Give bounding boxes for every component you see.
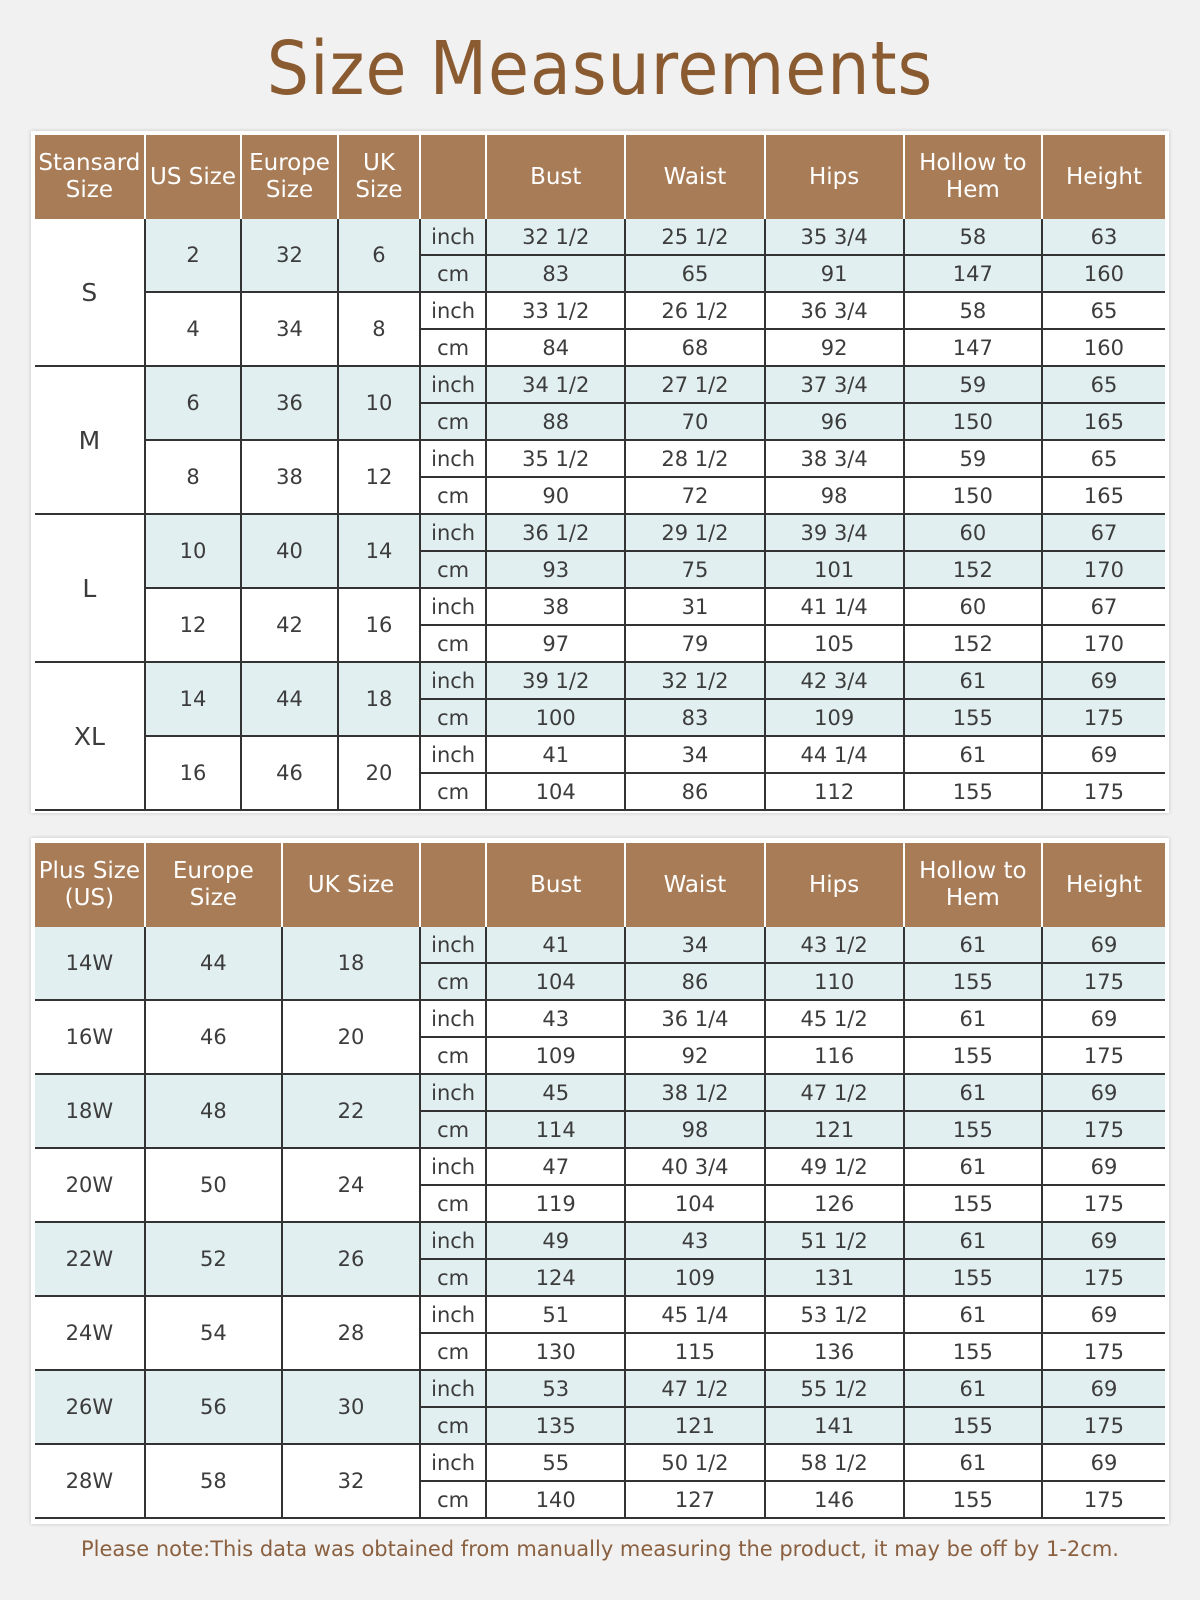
table-row — [35, 662, 1165, 699]
measurement-cell: 83 — [486, 255, 625, 292]
measurement-cell: 33 1/2 — [486, 292, 625, 329]
plus-size-cell: 18W — [35, 1074, 145, 1148]
column-header: Europe Size — [145, 843, 282, 927]
table-row — [35, 514, 1165, 551]
table-row — [35, 927, 1165, 963]
unit-cell: cm — [420, 255, 486, 292]
measurement-cell: 155 — [904, 1259, 1042, 1296]
measurement-cell: 98 — [625, 1111, 764, 1148]
measurement-cell: 58 — [904, 219, 1042, 255]
measurement-cell: 60 — [904, 514, 1042, 551]
column-header: UK Size — [338, 135, 420, 219]
unit-cell: cm — [420, 1037, 486, 1074]
measurement-cell: 97 — [486, 625, 625, 662]
measurement-cell: 38 1/2 — [625, 1074, 764, 1111]
unit-cell: inch — [420, 1148, 486, 1185]
measurement-cell: 69 — [1042, 1222, 1165, 1259]
column-header: Plus Size (US) — [35, 843, 145, 927]
measurement-cell: 47 1/2 — [765, 1074, 904, 1111]
measurement-cell: 69 — [1042, 1074, 1165, 1111]
column-header: UK Size — [282, 843, 420, 927]
table-row — [35, 292, 1165, 329]
eu-size-cell: 50 — [145, 1148, 282, 1222]
measurement-cell: 67 — [1042, 514, 1165, 551]
measurement-cell: 32 1/2 — [486, 219, 625, 255]
measurement-cell: 59 — [904, 366, 1042, 403]
column-header: Hips — [765, 135, 904, 219]
measurement-cell: 160 — [1042, 255, 1165, 292]
measurement-cell: 114 — [486, 1111, 625, 1148]
unit-cell: inch — [420, 1370, 486, 1407]
standard-size-cell: S — [35, 219, 145, 366]
measurement-cell: 61 — [904, 1370, 1042, 1407]
us-size-cell: 14 — [145, 662, 242, 736]
plus-size-cell: 22W — [35, 1222, 145, 1296]
uk-size-cell: 14 — [338, 514, 420, 588]
unit-cell: cm — [420, 699, 486, 736]
measurement-cell: 49 — [486, 1222, 625, 1259]
measurement-cell: 35 1/2 — [486, 440, 625, 477]
unit-cell: cm — [420, 1481, 486, 1518]
table-row — [35, 1222, 1165, 1259]
measurement-cell: 86 — [625, 963, 764, 1000]
eu-size-cell: 58 — [145, 1444, 282, 1518]
measurement-cell: 155 — [904, 1037, 1042, 1074]
measurement-cell: 155 — [904, 963, 1042, 1000]
measurement-cell: 36 1/2 — [486, 514, 625, 551]
measurement-cell: 175 — [1042, 1481, 1165, 1518]
unit-cell: inch — [420, 366, 486, 403]
unit-cell: cm — [420, 329, 486, 366]
unit-cell: inch — [420, 1074, 486, 1111]
table-row — [35, 588, 1165, 625]
measurement-cell: 175 — [1042, 1333, 1165, 1370]
measurement-cell: 61 — [904, 1148, 1042, 1185]
measurement-cell: 72 — [625, 477, 764, 514]
uk-size-cell: 24 — [282, 1148, 420, 1222]
measurement-cell: 135 — [486, 1407, 625, 1444]
measurement-cell: 175 — [1042, 699, 1165, 736]
uk-size-cell: 18 — [282, 927, 420, 1000]
eu-size-cell: 34 — [241, 292, 338, 366]
measurement-cell: 60 — [904, 588, 1042, 625]
table-row — [35, 736, 1165, 773]
measurement-cell: 130 — [486, 1333, 625, 1370]
unit-cell: inch — [420, 440, 486, 477]
unit-cell: cm — [420, 1185, 486, 1222]
measurement-cell: 70 — [625, 403, 764, 440]
unit-cell: inch — [420, 736, 486, 773]
measurement-cell: 90 — [486, 477, 625, 514]
unit-cell: cm — [420, 1111, 486, 1148]
measurement-cell: 141 — [765, 1407, 904, 1444]
measurement-cell: 79 — [625, 625, 764, 662]
measurement-cell: 61 — [904, 1222, 1042, 1259]
us-size-cell: 10 — [145, 514, 242, 588]
measurement-cell: 58 1/2 — [765, 1444, 904, 1481]
us-size-cell: 6 — [145, 366, 242, 440]
measurement-cell: 45 — [486, 1074, 625, 1111]
unit-cell: cm — [420, 625, 486, 662]
measurement-cell: 67 — [1042, 588, 1165, 625]
standard-size-cell: L — [35, 514, 145, 662]
measurement-cell: 61 — [904, 1444, 1042, 1481]
plus-size-cell: 28W — [35, 1444, 145, 1518]
us-size-cell: 16 — [145, 736, 242, 810]
eu-size-cell: 40 — [241, 514, 338, 588]
unit-cell: inch — [420, 1000, 486, 1037]
uk-size-cell: 20 — [338, 736, 420, 810]
measurement-cell: 65 — [1042, 366, 1165, 403]
measurement-cell: 136 — [765, 1333, 904, 1370]
eu-size-cell: 56 — [145, 1370, 282, 1444]
measurement-cell: 175 — [1042, 1111, 1165, 1148]
measurement-cell: 175 — [1042, 1037, 1165, 1074]
unit-cell: cm — [420, 773, 486, 810]
measurement-cell: 75 — [625, 551, 764, 588]
uk-size-cell: 6 — [338, 219, 420, 292]
us-size-cell: 8 — [145, 440, 242, 514]
measurement-cell: 83 — [625, 699, 764, 736]
measurement-cell: 155 — [904, 1333, 1042, 1370]
column-header: Stansard Size — [35, 135, 145, 219]
measurement-cell: 115 — [625, 1333, 764, 1370]
measurement-cell: 92 — [765, 329, 904, 366]
column-header: Height — [1042, 135, 1165, 219]
measurement-cell: 147 — [904, 255, 1042, 292]
measurement-cell: 53 1/2 — [765, 1296, 904, 1333]
measurement-cell: 65 — [1042, 440, 1165, 477]
measurement-cell: 69 — [1042, 1148, 1165, 1185]
measurement-cell: 69 — [1042, 1000, 1165, 1037]
column-header: Bust — [486, 843, 625, 927]
unit-cell: inch — [420, 1296, 486, 1333]
table-row — [35, 1000, 1165, 1037]
column-header: Waist — [625, 843, 764, 927]
measurement-cell: 110 — [765, 963, 904, 1000]
measurement-cell: 32 1/2 — [625, 662, 764, 699]
column-header — [420, 843, 486, 927]
measurement-cell: 91 — [765, 255, 904, 292]
unit-cell: inch — [420, 662, 486, 699]
plus-size-cell: 14W — [35, 927, 145, 1000]
measurement-cell: 69 — [1042, 662, 1165, 699]
unit-cell: inch — [420, 292, 486, 329]
measurement-cell: 155 — [904, 1407, 1042, 1444]
uk-size-cell: 22 — [282, 1074, 420, 1148]
measurement-cell: 69 — [1042, 736, 1165, 773]
measurement-cell: 61 — [904, 1000, 1042, 1037]
standard-size-table — [35, 135, 1165, 811]
measurement-cell: 131 — [765, 1259, 904, 1296]
measurement-cell: 41 — [486, 736, 625, 773]
measurement-cell: 175 — [1042, 773, 1165, 810]
eu-size-cell: 54 — [145, 1296, 282, 1370]
measurement-cell: 104 — [486, 963, 625, 1000]
measurement-cell: 44 1/4 — [765, 736, 904, 773]
uk-size-cell: 10 — [338, 366, 420, 440]
table-row — [35, 440, 1165, 477]
measurement-cell: 175 — [1042, 1407, 1165, 1444]
measurement-cell: 146 — [765, 1481, 904, 1518]
measurement-cell: 175 — [1042, 1259, 1165, 1296]
column-header: Europe Size — [241, 135, 338, 219]
unit-cell: inch — [420, 927, 486, 963]
measurement-cell: 68 — [625, 329, 764, 366]
measurement-cell: 105 — [765, 625, 904, 662]
measurement-cell: 160 — [1042, 329, 1165, 366]
measurement-cell: 50 1/2 — [625, 1444, 764, 1481]
measurement-cell: 36 1/4 — [625, 1000, 764, 1037]
measurement-cell: 165 — [1042, 403, 1165, 440]
measurement-cell: 88 — [486, 403, 625, 440]
measurement-cell: 69 — [1042, 1296, 1165, 1333]
measurement-cell: 55 — [486, 1444, 625, 1481]
measurement-cell: 51 1/2 — [765, 1222, 904, 1259]
measurement-cell: 38 — [486, 588, 625, 625]
column-header: Waist — [625, 135, 764, 219]
measurement-cell: 155 — [904, 1111, 1042, 1148]
measurement-cell: 49 1/2 — [765, 1148, 904, 1185]
unit-cell: cm — [420, 477, 486, 514]
measurement-cell: 175 — [1042, 963, 1165, 1000]
uk-size-cell: 26 — [282, 1222, 420, 1296]
uk-size-cell: 12 — [338, 440, 420, 514]
measurement-cell: 53 — [486, 1370, 625, 1407]
measurement-cell: 34 — [625, 927, 764, 963]
plus-size-table — [35, 843, 1165, 1519]
standard-size-cell: M — [35, 366, 145, 514]
eu-size-cell: 32 — [241, 219, 338, 292]
measurement-cell: 150 — [904, 477, 1042, 514]
measurement-cell: 43 — [486, 1000, 625, 1037]
measurement-cell: 47 1/2 — [625, 1370, 764, 1407]
unit-cell: cm — [420, 1407, 486, 1444]
measurement-cell: 127 — [625, 1481, 764, 1518]
plus-size-cell: 20W — [35, 1148, 145, 1222]
measurement-cell: 41 1/4 — [765, 588, 904, 625]
measurement-cell: 104 — [486, 773, 625, 810]
eu-size-cell: 48 — [145, 1074, 282, 1148]
table-header-row — [35, 843, 1165, 927]
measurement-cell: 92 — [625, 1037, 764, 1074]
measurement-cell: 37 3/4 — [765, 366, 904, 403]
unit-cell: cm — [420, 551, 486, 588]
unit-cell: inch — [420, 1222, 486, 1259]
measurement-cell: 34 — [625, 736, 764, 773]
measurement-cell: 61 — [904, 662, 1042, 699]
table-row — [35, 1370, 1165, 1407]
measurement-cell: 109 — [625, 1259, 764, 1296]
measurement-cell: 34 1/2 — [486, 366, 625, 403]
plus-size-cell: 26W — [35, 1370, 145, 1444]
measurement-cell: 170 — [1042, 551, 1165, 588]
measurement-cell: 155 — [904, 1185, 1042, 1222]
measurement-cell: 25 1/2 — [625, 219, 764, 255]
measurement-cell: 45 1/2 — [765, 1000, 904, 1037]
unit-cell: cm — [420, 1259, 486, 1296]
column-header: Hips — [765, 843, 904, 927]
measurement-cell: 51 — [486, 1296, 625, 1333]
measurement-cell: 69 — [1042, 1370, 1165, 1407]
measurement-cell: 65 — [1042, 292, 1165, 329]
plus-size-cell: 16W — [35, 1000, 145, 1074]
measurement-cell: 26 1/2 — [625, 292, 764, 329]
measurement-cell: 121 — [625, 1407, 764, 1444]
measurement-cell: 155 — [904, 699, 1042, 736]
measurement-cell: 98 — [765, 477, 904, 514]
unit-cell: cm — [420, 963, 486, 1000]
measurement-cell: 119 — [486, 1185, 625, 1222]
measurement-cell: 104 — [625, 1185, 764, 1222]
measurement-cell: 61 — [904, 736, 1042, 773]
uk-size-cell: 28 — [282, 1296, 420, 1370]
plus-size-table-card — [31, 838, 1169, 1524]
measurement-cell: 170 — [1042, 625, 1165, 662]
measurement-cell: 109 — [765, 699, 904, 736]
measurement-cell: 39 3/4 — [765, 514, 904, 551]
table-header-row — [35, 135, 1165, 219]
table-row — [35, 1296, 1165, 1333]
column-header: Height — [1042, 843, 1165, 927]
measurement-cell: 55 1/2 — [765, 1370, 904, 1407]
unit-cell: inch — [420, 219, 486, 255]
standard-size-cell: XL — [35, 662, 145, 810]
eu-size-cell: 36 — [241, 366, 338, 440]
measurement-cell: 61 — [904, 1074, 1042, 1111]
measurement-cell: 150 — [904, 403, 1042, 440]
unit-cell: inch — [420, 1444, 486, 1481]
eu-size-cell: 46 — [145, 1000, 282, 1074]
eu-size-cell: 52 — [145, 1222, 282, 1296]
unit-cell: cm — [420, 1333, 486, 1370]
column-header: Bust — [486, 135, 625, 219]
column-header: Hollow to Hem — [904, 843, 1042, 927]
column-header — [420, 135, 486, 219]
measurement-cell: 69 — [1042, 927, 1165, 963]
eu-size-cell: 44 — [145, 927, 282, 1000]
unit-cell: inch — [420, 588, 486, 625]
measurement-cell: 152 — [904, 625, 1042, 662]
table-row — [35, 1148, 1165, 1185]
measurement-cell: 112 — [765, 773, 904, 810]
us-size-cell: 12 — [145, 588, 242, 662]
uk-size-cell: 20 — [282, 1000, 420, 1074]
table-row — [35, 1444, 1165, 1481]
table-row — [35, 219, 1165, 255]
measurement-cell: 36 3/4 — [765, 292, 904, 329]
measurement-cell: 61 — [904, 927, 1042, 963]
measurement-cell: 43 — [625, 1222, 764, 1259]
measurement-cell: 35 3/4 — [765, 219, 904, 255]
eu-size-cell: 42 — [241, 588, 338, 662]
measurement-cell: 155 — [904, 1481, 1042, 1518]
unit-cell: cm — [420, 403, 486, 440]
eu-size-cell: 44 — [241, 662, 338, 736]
table-row — [35, 1074, 1165, 1111]
eu-size-cell: 38 — [241, 440, 338, 514]
table-row — [35, 366, 1165, 403]
standard-size-table-card — [31, 131, 1169, 813]
measurement-cell: 147 — [904, 329, 1042, 366]
measurement-cell: 65 — [625, 255, 764, 292]
column-header: Hollow to Hem — [904, 135, 1042, 219]
uk-size-cell: 16 — [338, 588, 420, 662]
uk-size-cell: 30 — [282, 1370, 420, 1444]
measurement-cell: 59 — [904, 440, 1042, 477]
uk-size-cell: 18 — [338, 662, 420, 736]
us-size-cell: 4 — [145, 292, 242, 366]
measurement-cell: 86 — [625, 773, 764, 810]
unit-cell: inch — [420, 514, 486, 551]
measurement-cell: 31 — [625, 588, 764, 625]
measurement-cell: 155 — [904, 773, 1042, 810]
eu-size-cell: 46 — [241, 736, 338, 810]
uk-size-cell: 32 — [282, 1444, 420, 1518]
measurement-cell: 39 1/2 — [486, 662, 625, 699]
measurement-cell: 116 — [765, 1037, 904, 1074]
measurement-cell: 84 — [486, 329, 625, 366]
measurement-cell: 28 1/2 — [625, 440, 764, 477]
measurement-cell: 47 — [486, 1148, 625, 1185]
measurement-cell: 175 — [1042, 1185, 1165, 1222]
measurement-cell: 165 — [1042, 477, 1165, 514]
measurement-cell: 101 — [765, 551, 904, 588]
measurement-cell: 41 — [486, 927, 625, 963]
measurement-cell: 109 — [486, 1037, 625, 1074]
measurement-cell: 96 — [765, 403, 904, 440]
measurement-cell: 43 1/2 — [765, 927, 904, 963]
measurement-cell: 152 — [904, 551, 1042, 588]
measurement-cell: 29 1/2 — [625, 514, 764, 551]
measurement-cell: 42 3/4 — [765, 662, 904, 699]
measurement-cell: 45 1/4 — [625, 1296, 764, 1333]
measurement-cell: 58 — [904, 292, 1042, 329]
column-header: US Size — [145, 135, 242, 219]
measurement-cell: 121 — [765, 1111, 904, 1148]
measurement-note: Please note:This data was obtained from manually measuring the product, it may be off by 1-2cm. — [81, 1537, 1119, 1561]
measurement-cell: 140 — [486, 1481, 625, 1518]
measurement-cell: 124 — [486, 1259, 625, 1296]
page-title: Size Measurements — [266, 26, 934, 112]
measurement-cell: 126 — [765, 1185, 904, 1222]
measurement-cell: 69 — [1042, 1444, 1165, 1481]
measurement-cell: 93 — [486, 551, 625, 588]
measurement-cell: 61 — [904, 1296, 1042, 1333]
measurement-cell: 38 3/4 — [765, 440, 904, 477]
measurement-cell: 63 — [1042, 219, 1165, 255]
measurement-cell: 40 3/4 — [625, 1148, 764, 1185]
uk-size-cell: 8 — [338, 292, 420, 366]
us-size-cell: 2 — [145, 219, 242, 292]
plus-size-cell: 24W — [35, 1296, 145, 1370]
measurement-cell: 100 — [486, 699, 625, 736]
measurement-cell: 27 1/2 — [625, 366, 764, 403]
